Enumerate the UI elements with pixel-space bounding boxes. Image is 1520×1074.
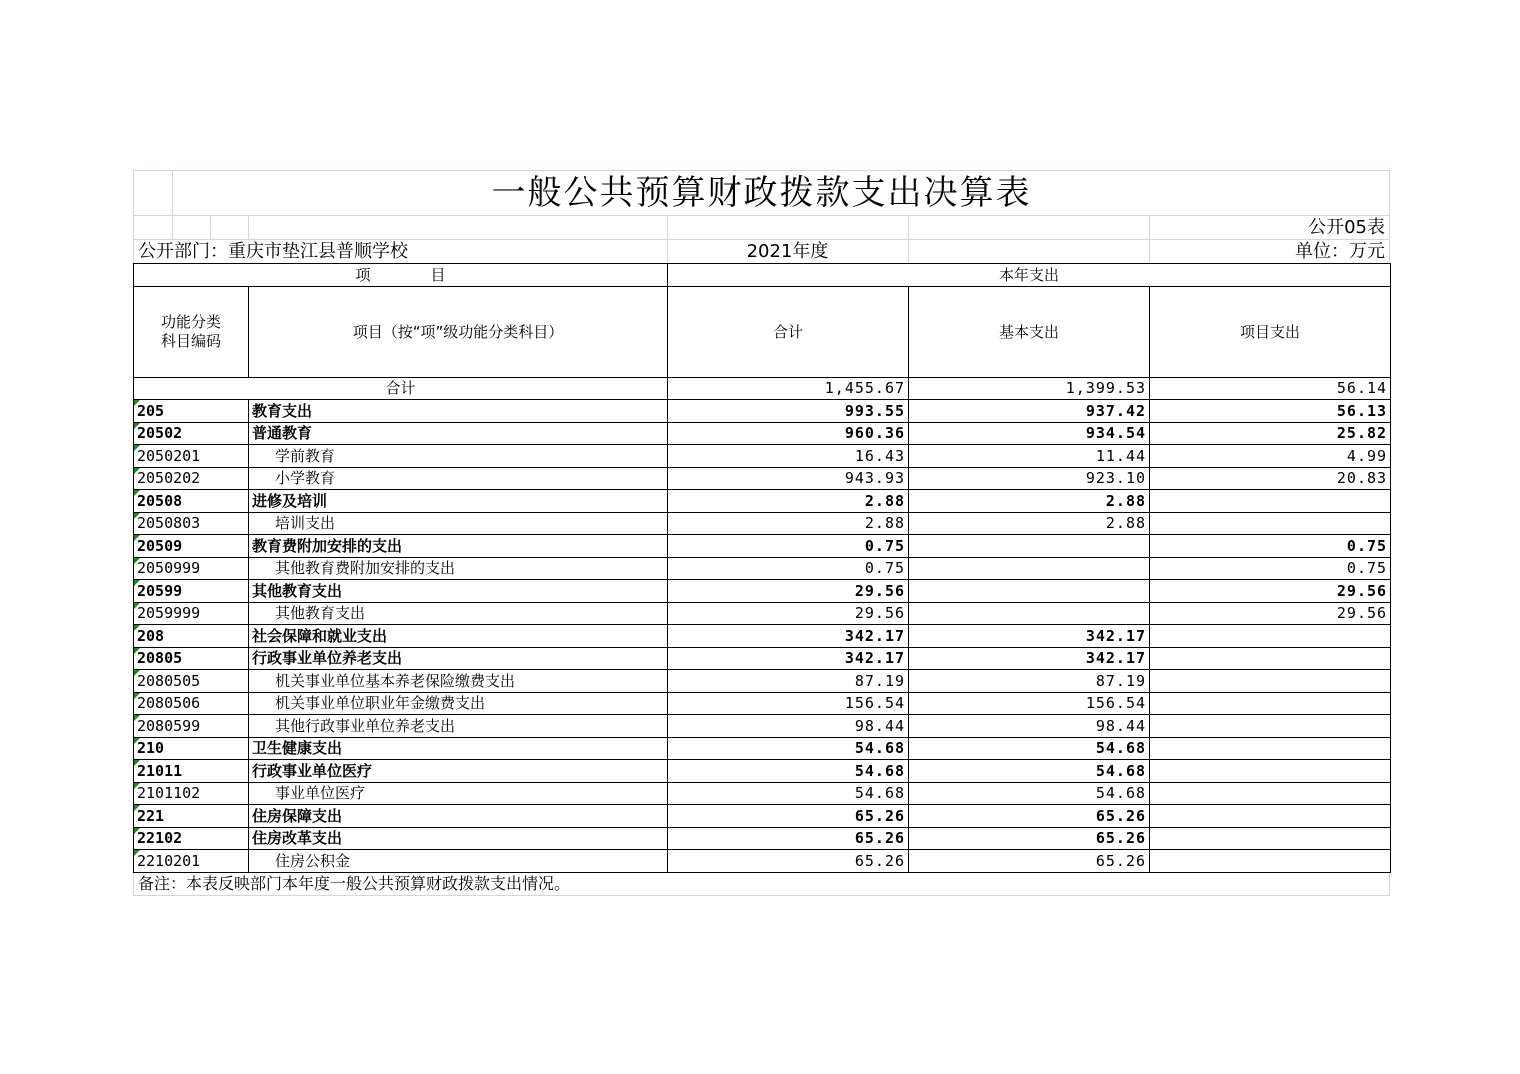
table-row [134, 670, 1391, 693]
row-name: 社会保障和就业支出 [249, 625, 668, 648]
row-basic: 98.44 [909, 715, 1150, 738]
table-row [134, 782, 1391, 805]
row-code: 221 [134, 805, 249, 828]
row-project: 0.75 [1150, 557, 1391, 580]
row-project: 0.75 [1150, 535, 1391, 558]
row-total: 993.55 [668, 400, 909, 423]
row-total: 65.26 [668, 827, 909, 850]
row-basic: 937.42 [909, 400, 1150, 423]
row-total: 65.26 [668, 805, 909, 828]
row-project [1150, 692, 1391, 715]
table-row [134, 512, 1391, 535]
row-project [1150, 737, 1391, 760]
row-basic: 65.26 [909, 805, 1150, 828]
row-basic: 54.68 [909, 782, 1150, 805]
row-total: 54.68 [668, 782, 909, 805]
table-row [134, 805, 1391, 828]
table-row [134, 760, 1391, 783]
row-total: 29.56 [668, 580, 909, 603]
row-total: 0.75 [668, 557, 909, 580]
total-basic: 1,399.53 [909, 377, 1150, 400]
row-code: 20508 [134, 490, 249, 513]
budget-sheet [133, 170, 1390, 896]
row-name: 普通教育 [249, 422, 668, 445]
row-basic [909, 602, 1150, 625]
row-basic [909, 557, 1150, 580]
row-name: 培训支出 [249, 512, 668, 535]
row-code: 22102 [134, 827, 249, 850]
table-row [134, 827, 1391, 850]
row-name: 事业单位医疗 [249, 782, 668, 805]
table-row [134, 625, 1391, 648]
row-project [1150, 760, 1391, 783]
row-code: 2080599 [134, 715, 249, 738]
row-name: 行政事业单位养老支出 [249, 647, 668, 670]
title-row [133, 170, 1390, 215]
header-row-columns [134, 286, 1391, 377]
row-code: 20502 [134, 422, 249, 445]
row-code: 2210201 [134, 850, 249, 873]
row-project [1150, 647, 1391, 670]
row-name: 进修及培训 [249, 490, 668, 513]
row-name: 住房保障支出 [249, 805, 668, 828]
row-code: 2101102 [134, 782, 249, 805]
row-project [1150, 490, 1391, 513]
unit-label: 单位：万元 [1295, 241, 1385, 262]
table-row [134, 422, 1391, 445]
header-code: 功能分类 科目编码 [134, 286, 249, 377]
row-project: 20.83 [1150, 467, 1391, 490]
row-total: 54.68 [668, 760, 909, 783]
row-name: 学前教育 [249, 445, 668, 468]
total-label: 合计 [134, 377, 668, 400]
table-number-row [133, 215, 1390, 239]
row-name: 其他教育支出 [249, 602, 668, 625]
row-basic: 342.17 [909, 625, 1150, 648]
row-name: 教育费附加安排的支出 [249, 535, 668, 558]
table-note: 备注：本表反映部门本年度一般公共预算财政拨款支出情况。 [133, 873, 1390, 896]
table-row [134, 467, 1391, 490]
row-total: 342.17 [668, 647, 909, 670]
table-number: 公开05表 [1308, 217, 1385, 238]
header-name: 项目（按“项”级功能分类科目） [249, 286, 668, 377]
row-code: 2050201 [134, 445, 249, 468]
row-code: 2080506 [134, 692, 249, 715]
total-sum: 1,455.67 [668, 377, 909, 400]
table-row [134, 850, 1391, 873]
table-row [134, 692, 1391, 715]
row-code: 20509 [134, 535, 249, 558]
row-basic: 923.10 [909, 467, 1150, 490]
row-name: 住房改革支出 [249, 827, 668, 850]
row-name: 住房公积金 [249, 850, 668, 873]
row-total: 2.88 [668, 512, 909, 535]
row-code: 20805 [134, 647, 249, 670]
row-code: 210 [134, 737, 249, 760]
table-row [134, 490, 1391, 513]
row-code: 2059999 [134, 602, 249, 625]
row-project: 4.99 [1150, 445, 1391, 468]
row-project: 25.82 [1150, 422, 1391, 445]
row-total: 16.43 [668, 445, 909, 468]
row-name: 机关事业单位基本养老保险缴费支出 [249, 670, 668, 693]
row-basic [909, 580, 1150, 603]
row-basic: 2.88 [909, 490, 1150, 513]
row-basic: 65.26 [909, 827, 1150, 850]
page-title: 一般公共预算财政拨款支出决算表 [491, 173, 1032, 213]
row-name: 小学教育 [249, 467, 668, 490]
row-name: 教育支出 [249, 400, 668, 423]
header-total: 合计 [668, 286, 909, 377]
row-total: 29.56 [668, 602, 909, 625]
table-row [134, 557, 1391, 580]
row-basic: 87.19 [909, 670, 1150, 693]
row-total: 65.26 [668, 850, 909, 873]
table-row [134, 445, 1391, 468]
row-name: 其他行政事业单位养老支出 [249, 715, 668, 738]
row-name: 其他教育费附加安排的支出 [249, 557, 668, 580]
total-project: 56.14 [1150, 377, 1391, 400]
row-basic: 2.88 [909, 512, 1150, 535]
total-row [134, 377, 1391, 400]
row-total: 960.36 [668, 422, 909, 445]
row-project [1150, 670, 1391, 693]
row-basic: 934.54 [909, 422, 1150, 445]
header-current-year: 本年支出 [668, 264, 1391, 287]
row-code: 2050202 [134, 467, 249, 490]
row-basic [909, 535, 1150, 558]
row-total: 0.75 [668, 535, 909, 558]
row-code: 2080505 [134, 670, 249, 693]
row-basic: 156.54 [909, 692, 1150, 715]
row-total: 2.88 [668, 490, 909, 513]
row-name: 行政事业单位医疗 [249, 760, 668, 783]
row-project: 29.56 [1150, 602, 1391, 625]
header-row-top [134, 264, 1391, 287]
row-project: 29.56 [1150, 580, 1391, 603]
row-basic: 54.68 [909, 737, 1150, 760]
row-basic: 342.17 [909, 647, 1150, 670]
row-total: 156.54 [668, 692, 909, 715]
row-project [1150, 782, 1391, 805]
row-code: 21011 [134, 760, 249, 783]
row-basic: 54.68 [909, 760, 1150, 783]
row-basic: 11.44 [909, 445, 1150, 468]
row-project [1150, 715, 1391, 738]
fiscal-year: 2021年度 [746, 241, 829, 262]
table-row [134, 647, 1391, 670]
row-total: 87.19 [668, 670, 909, 693]
row-project [1150, 805, 1391, 828]
row-name: 其他教育支出 [249, 580, 668, 603]
row-code: 2050999 [134, 557, 249, 580]
row-total: 54.68 [668, 737, 909, 760]
table-row [134, 602, 1391, 625]
row-total: 98.44 [668, 715, 909, 738]
row-name: 卫生健康支出 [249, 737, 668, 760]
row-code: 2050803 [134, 512, 249, 535]
row-name: 机关事业单位职业年金缴费支出 [249, 692, 668, 715]
row-code: 208 [134, 625, 249, 648]
header-basic: 基本支出 [909, 286, 1150, 377]
table-row [134, 715, 1391, 738]
row-project [1150, 850, 1391, 873]
table-row [134, 737, 1391, 760]
department-row [133, 239, 1390, 263]
row-total: 943.93 [668, 467, 909, 490]
row-project [1150, 827, 1391, 850]
row-total: 342.17 [668, 625, 909, 648]
row-code: 205 [134, 400, 249, 423]
department-name: 公开部门：重庆市垫江县普顺学校 [138, 241, 408, 262]
table-row [134, 400, 1391, 423]
row-project: 56.13 [1150, 400, 1391, 423]
header-item: 项 目 [134, 264, 668, 287]
expenditure-table [133, 263, 1391, 873]
header-project: 项目支出 [1150, 286, 1391, 377]
row-project [1150, 625, 1391, 648]
row-project [1150, 512, 1391, 535]
row-basic: 65.26 [909, 850, 1150, 873]
row-code: 20599 [134, 580, 249, 603]
table-row [134, 580, 1391, 603]
table-row [134, 535, 1391, 558]
